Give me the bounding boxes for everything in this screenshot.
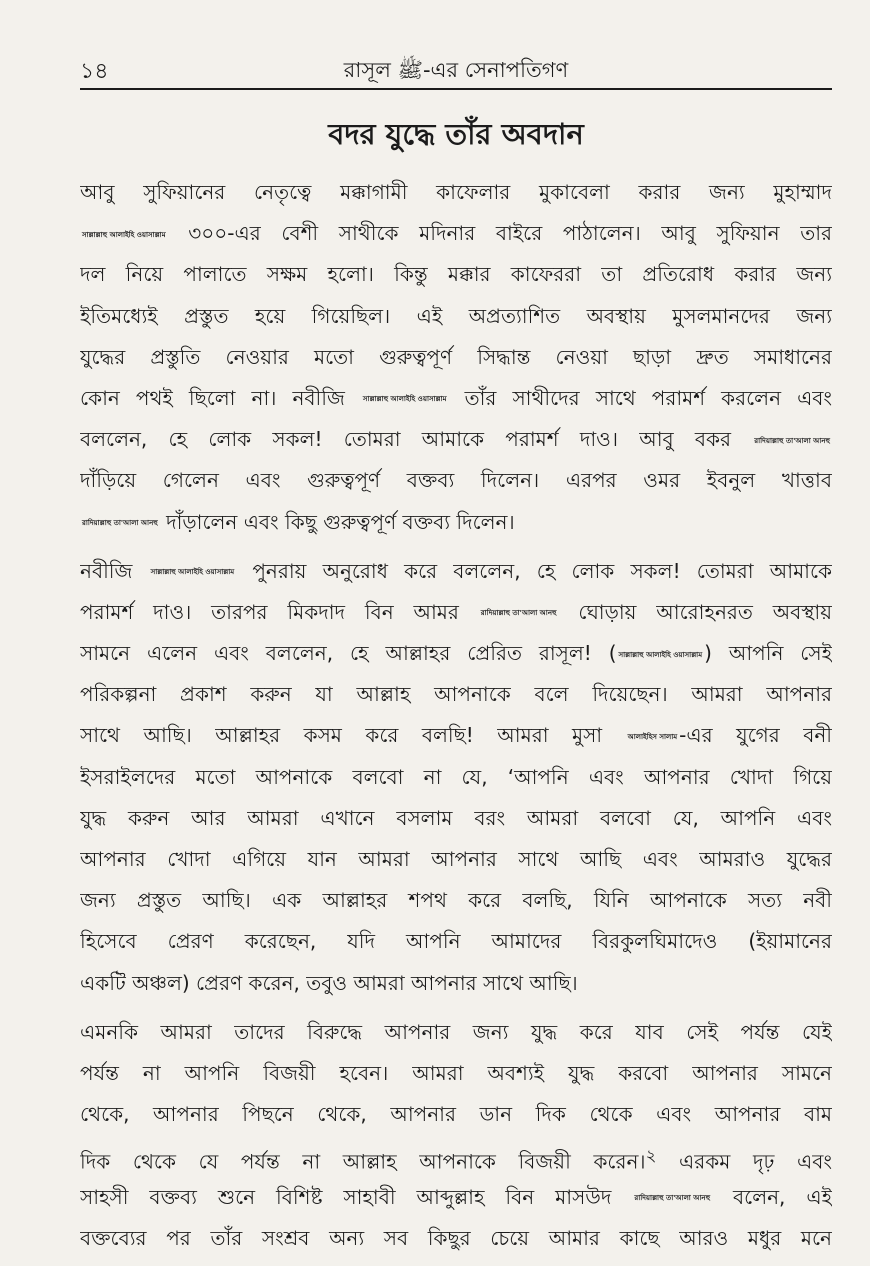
text-line: যুদ্ধ করুন আর আমরা এখানে বসলাম বরং আমরা বলবো যে, আপনি এবং — [80, 805, 832, 830]
text-line: আবু সুফিয়ানের নেতৃত্বে মক্কাগামী কাফেলার মুকাবেলা করার জন্য মুহাম্মাদ — [80, 180, 832, 204]
text-line: এমনকি আমরা তাদের বিরুদ্ধে আপনার জন্য যুদ্ধ করে যাব সেই পর্যন্ত যেই — [80, 1019, 832, 1044]
text-line: দল নিয়ে পালাতে সক্ষম হলো। কিন্তু মক্কার কাফেররা তা প্রতিরোধ করার জন্য — [80, 262, 832, 287]
text-line: দিক থেকে যে পর্যন্ত না আল্লাহ আপনাকে বিজয়ী করেন।$^২$ এরকম দৃঢ় এবং — [80, 1146, 832, 1174]
text-line: সাথে আছি। আল্লাহর কসম করে বলছি! আমরা মুসা আলাইহিস সালাম -এর যুগের বনী — [80, 723, 832, 748]
text-line: সাহসী বক্তব্য শুনে বিশিষ্ট সাহাবী আব্দুল্লাহ বিন মাসউদ রাদিয়াল্লাহু তা'আলা আনহু বলেন, এই — [80, 1184, 832, 1209]
text-line: পরামর্শ দাও। তারপর মিকদাদ বিন আমর রাদিয়াল্লাহু তা'আলা আনহু ঘোড়ায় আরোহনরত অবস্থায় — [80, 599, 832, 624]
text-line: সামনে এলেন এবং বললেন, হে আল্লাহর প্রেরিত রাসূল! ( সাল্লাল্লাহু আলাইহি ওয়াসাল্লাম ) আপনি সেই — [80, 641, 832, 666]
honorific-as-icon: আলাইহিস সালাম — [627, 732, 678, 741]
text-line: বক্তব্যের পর তাঁর সংশ্রব অন্য সব কিছুর চেয়ে আমার কাছে আরও মধুর মনে — [80, 1225, 832, 1250]
honorific-saw-icon: সাল্লাল্লাহু আলাইহি ওয়াসাল্লাম — [82, 230, 166, 239]
honorific-saw-icon: সাল্লাল্লাহু আলাইহি ওয়াসাল্লাম — [618, 650, 703, 659]
honorific-saw-icon: সাল্লাল্লাহু আলাইহি ওয়াসাল্লাম — [150, 568, 235, 577]
text-line: জন্য প্রস্তুত আছি। এক আল্লাহর শপথ করে বলছি, যিনি আপনাকে সত্য নবী — [80, 888, 832, 913]
honorific-ra-icon: রাদিয়াল্লাহু তা'আলা আনহু — [480, 609, 557, 618]
text-line: সাল্লাল্লাহু আলাইহি ওয়াসাল্লাম ৩০০-এর বেশী সাথীকে মদিনার বাইরে পাঠালেন। আবু সুফিয়ান তার — [82, 221, 832, 246]
text-line: রাদিয়াল্লাহু তা'আলা আনহু দাঁড়ালেন এবং কিছু গুরুত্বপূর্ণ বক্তব্য দিলেন। — [82, 509, 515, 534]
chapter-title: বদর যুদ্ধে তাঁর অবদান — [328, 117, 584, 151]
text-line: পরিকল্পনা প্রকাশ করুন যা আল্লাহ আপনাকে বলে দিয়েছেন। আমরা আপনার — [80, 682, 832, 707]
text-line: কোন পথই ছিলো না। নবীজি সাল্লাল্লাহু আলাইহি ওয়াসাল্লাম তাঁর সাথীদের সাথে পরামর্শ করলেন এবং — [80, 385, 832, 410]
page-header — [80, 52, 832, 90]
honorific-ra-icon: রাদিয়াল্লাহু তা'আলা আনহু — [634, 1194, 711, 1202]
page-number: ১৪ — [80, 59, 109, 84]
text-line: থেকে, আপনার পিছনে থেকে, আপনার ডান দিক থেকে এবং আপনার বাম — [80, 1102, 832, 1127]
text-line: বললেন, হে লোক সকল! তোমরা আমাকে পরামর্শ দাও। আবু বকর রাদিয়াল্লাহু তা'আলা আনহু — [80, 427, 830, 452]
text-line: নবীজি সাল্লাল্লাহু আলাইহি ওয়াসাল্লাম পুনরায় অনুরোধ করে বললেন, হে লোক সকল! তোমরা আমাকে — [80, 558, 832, 583]
running-title: রাসূল ﷺ-এর সেনাপতিগণ — [343, 58, 569, 82]
text-line: ইতিমধ্যেই প্রস্তুত হয়ে গিয়েছিল। এই অপ্রত্যাশিত অবস্থায় মুসলমানদের জন্য — [80, 303, 832, 328]
text-line: আপনার খোদা এগিয়ে যান আমরা আপনার সাথে আছি এবং আমরাও যুদ্ধের — [80, 847, 832, 871]
text-line: ইসরাইলদের মতো আপনাকে বলবো না যে, ‘আপনি এবং আপনার খোদা গিয়ে — [80, 764, 832, 789]
text-line: একটি অঞ্চল) প্রেরণ করেন, তবুও আমরা আপনার সাথে আছি। — [80, 970, 578, 995]
footnote-marker: ২ — [645, 1146, 657, 1166]
honorific-saw-icon: সাল্লাল্লাহু আলাইহি ওয়াসাল্লাম — [362, 395, 447, 404]
text-line: দাঁড়িয়ে গেলেন এবং গুরুত্বপূর্ণ বক্তব্য দিলেন। এরপর ওমর ইবনুল খাত্তাব — [80, 468, 832, 493]
honorific-ra-icon: রাদিয়াল্লাহু তা'আলা আনহু — [754, 436, 830, 445]
text-line: যুদ্ধের প্রস্তুতি নেওয়ার মতো গুরুত্বপূর্ণ সিদ্ধান্ত নেওয়া ছাড়া দ্রুত সমাধানের — [80, 344, 832, 369]
text-line: হিসেবে প্রেরণ করেছেন, যদি আপনি আমাদের বিরকুলঘিমাদেও (ইয়ামানের — [80, 929, 832, 954]
text-line: পর্যন্ত না আপনি বিজয়ী হবেন। আমরা অবশ্যই যুদ্ধ করবো আপনার সামনে — [80, 1060, 832, 1085]
honorific-ra-icon: রাদিয়াল্লাহু তা'আলা আনহু — [82, 519, 158, 527]
body-text — [80, 172, 832, 1259]
